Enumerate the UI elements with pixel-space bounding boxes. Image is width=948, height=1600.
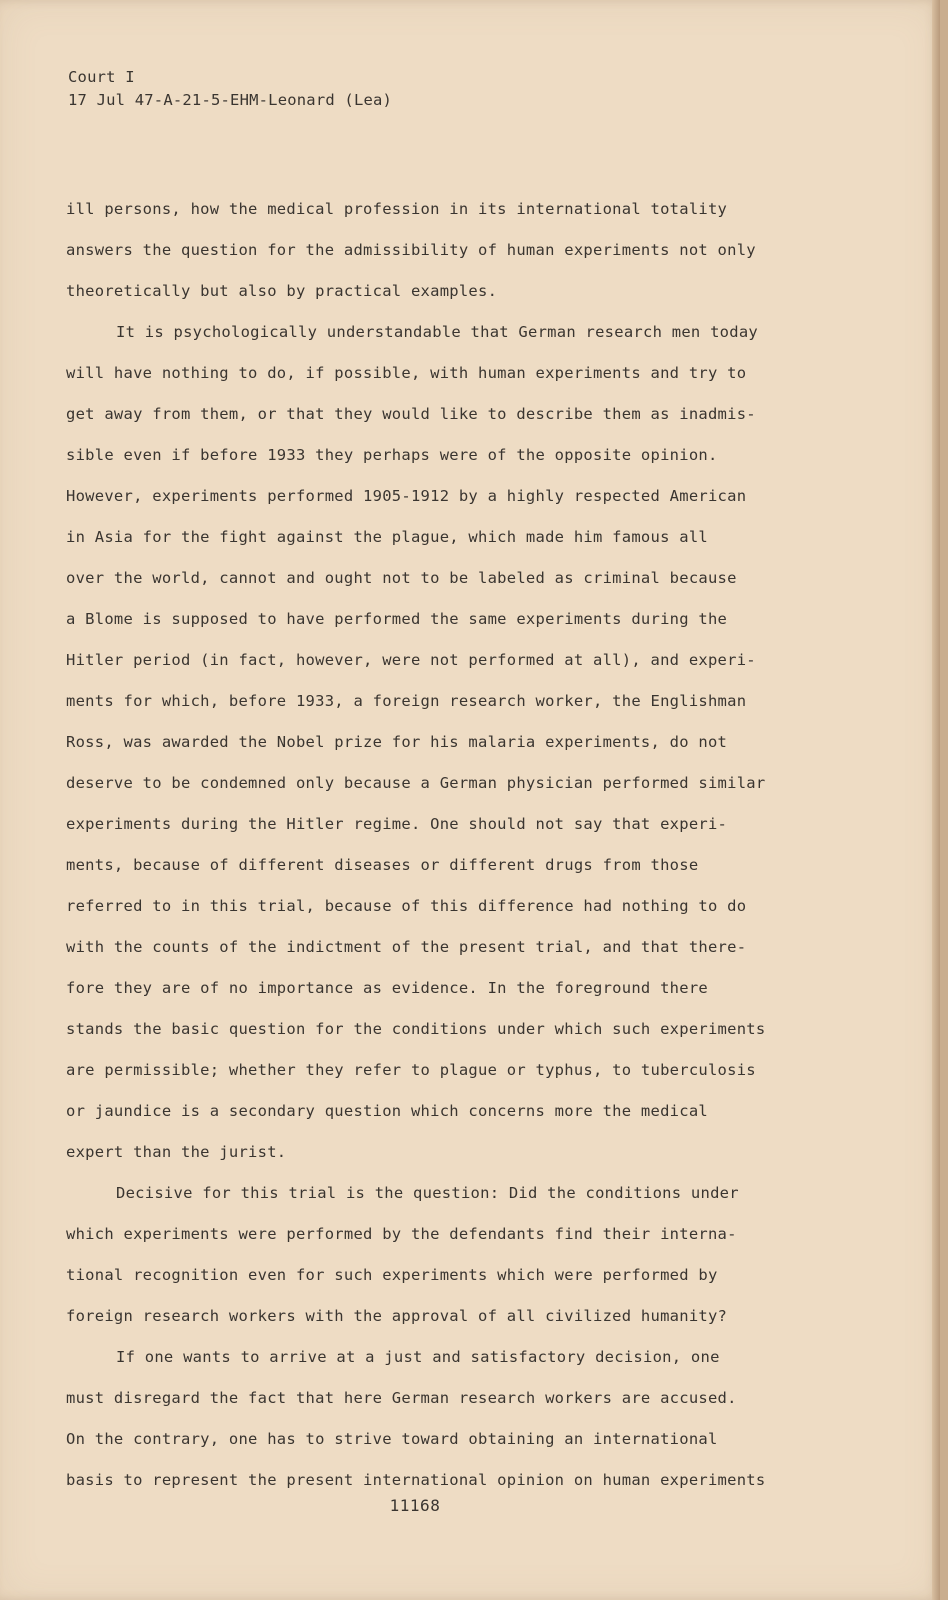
text-line: expert than the jurist. <box>66 1143 287 1161</box>
text-line: get away from them, or that they would like to describe them as inadmis- <box>66 405 756 423</box>
text-line: If one wants to arrive at a just and satisfactory decision, one <box>116 1348 720 1366</box>
text-line: It is psychologically understandable that German research men today <box>116 323 758 341</box>
text-line: in Asia for the fight against the plague, which made him famous all <box>66 528 708 546</box>
text-line: Hitler period (in fact, however, were not performed at all), and experi- <box>66 651 756 669</box>
text-line: ill persons, how the medical profession in its international totality <box>66 200 728 218</box>
page-number: 11168 <box>389 1496 441 1515</box>
text-line: referred to in this trial, because of this difference had nothing to do <box>66 897 747 915</box>
text-line: tional recognition even for such experiments which were performed by <box>66 1266 718 1284</box>
text-line: On the contrary, one has to strive toward obtaining an international <box>66 1430 718 1448</box>
text-line: must disregard the fact that here German research workers are accused. <box>66 1389 737 1407</box>
court-label: Court I <box>68 68 135 86</box>
text-line: Decisive for this trial is the question: Did the conditions under <box>116 1184 739 1202</box>
paper-edge <box>932 0 940 1600</box>
text-line: will have nothing to do, if possible, with human experiments and try to <box>66 364 747 382</box>
document-header <box>68 66 392 112</box>
text-line: ments, because of different diseases or different drugs from those <box>66 856 699 874</box>
text-line: stands the basic question for the conditions under which such experiments <box>66 1020 766 1038</box>
text-line: However, experiments performed 1905-1912 by a highly respected American <box>66 487 747 505</box>
text-line: fore they are of no importance as evidence. In the foreground there <box>66 979 708 997</box>
text-line: are permissible; whether they refer to plague or typhus, to tuberculosis <box>66 1061 756 1079</box>
document-body <box>66 189 816 1501</box>
text-line: over the world, cannot and ought not to be labeled as criminal because <box>66 569 737 587</box>
text-line: with the counts of the indictment of the present trial, and that there- <box>66 938 747 956</box>
transcript-reference: 17 Jul 47-A-21-5-EHM-Leonard (Lea) <box>68 91 393 109</box>
text-line: theoretically but also by practical examples. <box>66 282 498 300</box>
text-line: basis to represent the present international opinion on human experiments <box>66 1471 766 1489</box>
text-line: foreign research workers with the approval of all civilized humanity? <box>66 1307 728 1325</box>
text-line: which experiments were performed by the defendants find their interna- <box>66 1225 737 1243</box>
text-line: deserve to be condemned only because a German physician performed similar <box>66 774 766 792</box>
text-line: or jaundice is a secondary question which concerns more the medical <box>66 1102 708 1120</box>
text-line: ments for which, before 1933, a foreign research worker, the Englishman <box>66 692 747 710</box>
text-line: experiments during the Hitler regime. One should not say that experi- <box>66 815 728 833</box>
text-line: Ross, was awarded the Nobel prize for his malaria experiments, do not <box>66 733 728 751</box>
text-line: sible even if before 1933 they perhaps were of the opposite opinion. <box>66 446 718 464</box>
text-line: a Blome is supposed to have performed the same experiments during the <box>66 610 728 628</box>
text-line: answers the question for the admissibility of human experiments not only <box>66 241 756 259</box>
